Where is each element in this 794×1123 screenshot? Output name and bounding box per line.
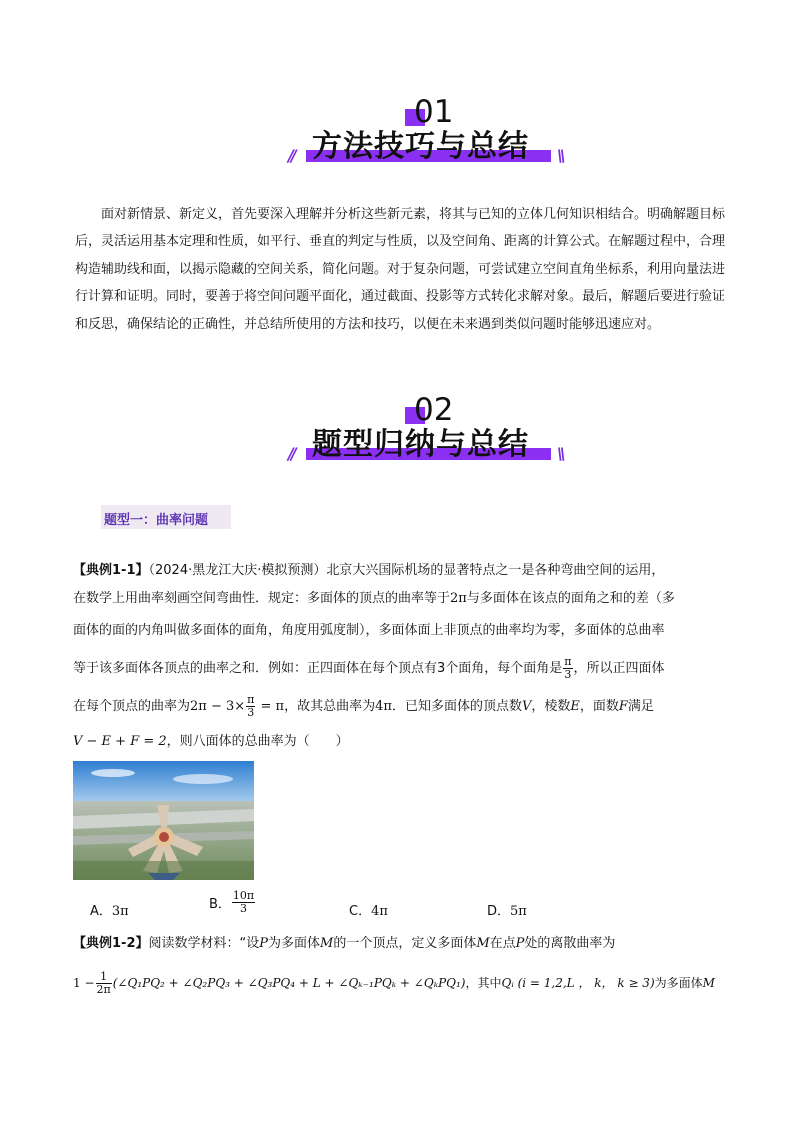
fraction: $\frac{\pi}{3}$ [247,693,255,719]
right-slash-decoration: \\ [557,444,563,463]
example1-line-3: 面体的面的内角叫做多面体的面角，角度用弧度制），多面体面上非顶点的曲率均为零，多面体的总曲率 [73,623,665,638]
example2-line-1: 【典例1-2】阅读数学材料：“设P为多面体M的一个顶点，定义多面体M在点P处的离散曲率为 [73,936,616,951]
intro-paragraph: 面对新情景、新定义，首先要深入理解并分析这些新元素，将其与已知的立体几何知识相结合。明确解题目标后，灵活运用基本定理和性质，如平行、垂直的判定与性质，以及空间角、距离的计算公式。在解题过程中，合理构造辅助线和面，以揭示隐藏的空间关系，简化问题。对于复杂问题，可尝试建立空间直角坐标系，利用向量法进行计算和证明。同时，要善于将空间问题平面化，通过截面、投影等方式转化求解对象。最后，解题后要进行验证和反思，确保结论的正确性，并总结所使用的方法和技巧，以便在未来遇到类似问题时能够迅速应对。 [75,207,726,332]
option-b: B． $\frac{10\pi}{3}$ [209,889,255,915]
fraction: $\frac{1}{2\pi}$ [96,970,111,996]
option-c: C．4π [349,904,388,919]
example1-line-1: 【典例1-1】（2024·黑龙江大庆·模拟预测）北京大兴国际机场的显著特点之一是各种弯曲空间的运用， [73,563,665,578]
example1-line-4: 等于该多面体各顶点的曲率之和．例如：正四面体在每个顶点有3个面角，每个面角是 $\frac{\pi}{3}$ ，所以正四面体 [73,655,665,681]
section-number: 02 [414,392,454,428]
topic-label: 题型一：曲率问题 [104,513,209,528]
section-number: 01 [414,94,454,130]
airport-photo [73,761,254,880]
example-tag: 【典例1-1】 [73,563,149,578]
example1-line-2: 在数学上用曲率刻画空间弯曲性．规定：多面体的顶点的曲率等于2π与多面体在该点的面角之和的差（多 [73,591,675,606]
option-d: D．5π [487,904,527,919]
example-tag: 【典例1-2】 [73,936,149,951]
section-heading-1 [0,95,794,175]
example1-line-6: V − E + F = 2，则八面体的总曲率为（ ） [73,734,349,749]
option-a: A．3π [90,904,129,919]
left-slash-decoration: // [288,146,294,165]
section-title: 题型归纳与总结 [312,427,529,462]
example2-line-2: 1 − $\frac{1}{2\pi}$ (∠Q₁PQ₂ + ∠Q₂PQ₃ + ∠Q₃PQ₄ + L + ∠Qₖ₋₁PQₖ + ∠QₖPQ₁)，其中Qᵢ (i = 1,2,L ， k， k ≥ 3)为多面体M [73,970,715,996]
fraction: $\frac{10\pi}{3}$ [232,889,255,915]
left-slash-decoration: // [288,444,294,463]
section-heading-2 [0,393,794,473]
example-source: （2024·黑龙江大庆·模拟预测） [148,563,327,578]
fraction: $\frac{\pi}{3}$ [564,655,572,681]
example1-line-5: 在每个顶点的曲率为2π − 3× $\frac{\pi}{3}$ = π，故其总曲率为4π．已知多面体的顶点数V，棱数E，面数F满足 [73,693,654,719]
right-slash-decoration: \\ [557,146,563,165]
section-title: 方法技巧与总结 [312,129,529,164]
